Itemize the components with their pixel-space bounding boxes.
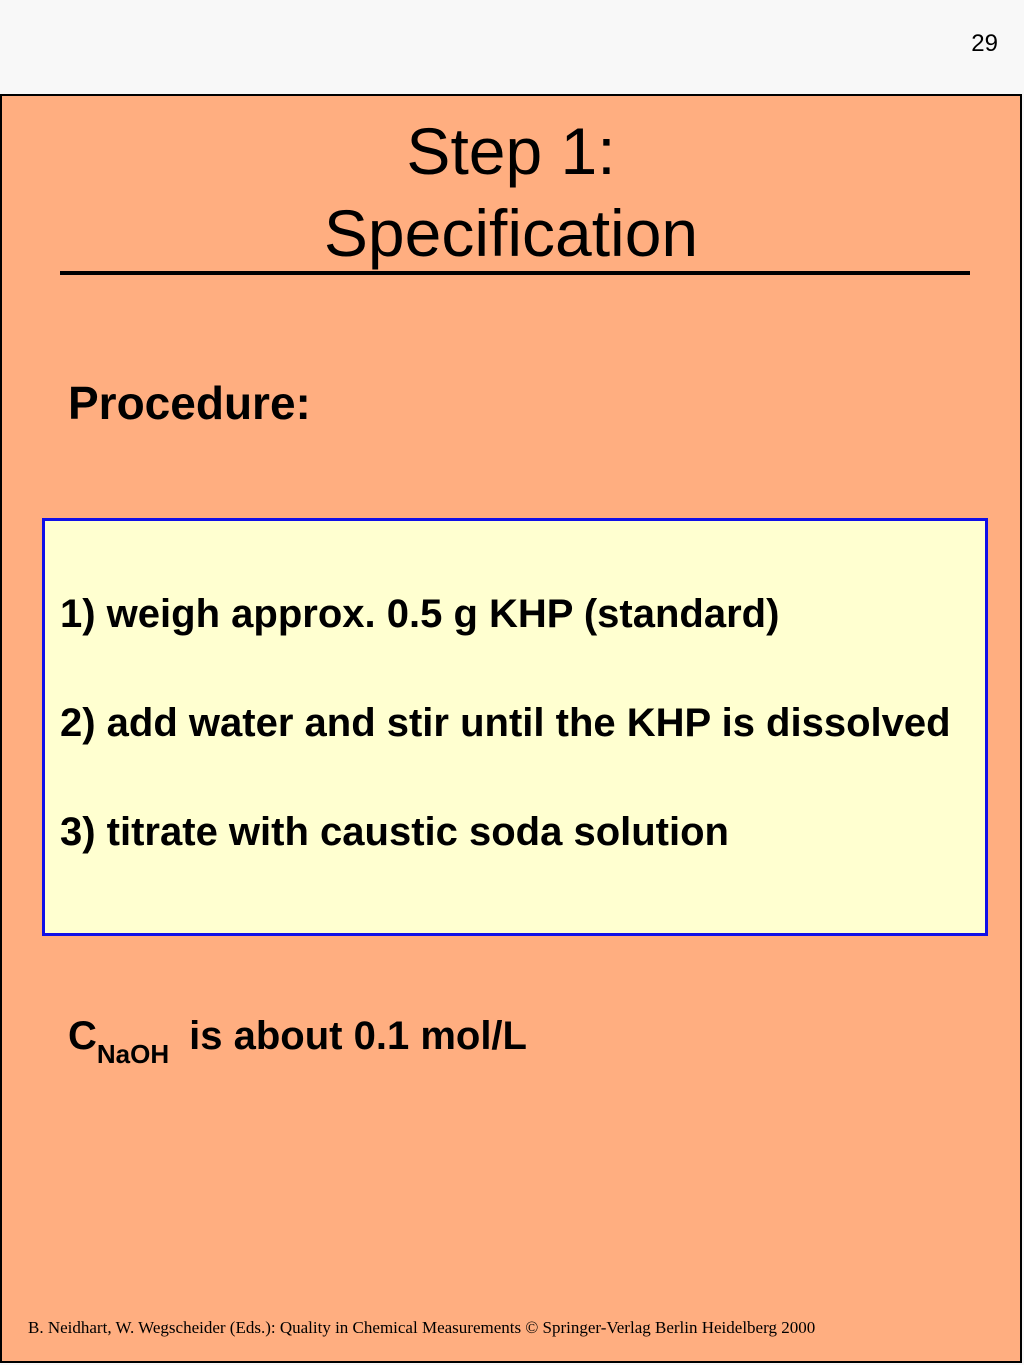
title-line-1: Step 1: — [406, 114, 616, 188]
concentration-text: is about 0.1 mol/L — [189, 1014, 527, 1058]
slide — [0, 94, 1022, 1363]
title-divider — [60, 271, 970, 275]
concentration-subscript: NaOH — [96, 1039, 170, 1069]
citation-footer: B. Neidhart, W. Wegscheider (Eds.): Quality in Chemical Measurements © Springer-Verlag Berlin Heidelberg 2000 — [28, 1318, 816, 1337]
procedure-step-2: 2) add water and stir until the KHP is dissolved — [60, 701, 951, 745]
procedure-step-1: 1) weigh approx. 0.5 g KHP (standard) — [60, 592, 780, 636]
slide-title — [2, 110, 1020, 274]
concentration-symbol: C — [68, 1014, 97, 1058]
procedure-step-3: 3) titrate with caustic soda solution — [60, 810, 729, 854]
procedure-box — [42, 518, 988, 936]
procedure-steps — [60, 587, 965, 859]
title-line-2: Specification — [323, 196, 699, 270]
procedure-heading: Procedure: — [68, 377, 311, 429]
page-number: 29 — [971, 30, 998, 57]
concentration-note — [68, 1014, 527, 1069]
